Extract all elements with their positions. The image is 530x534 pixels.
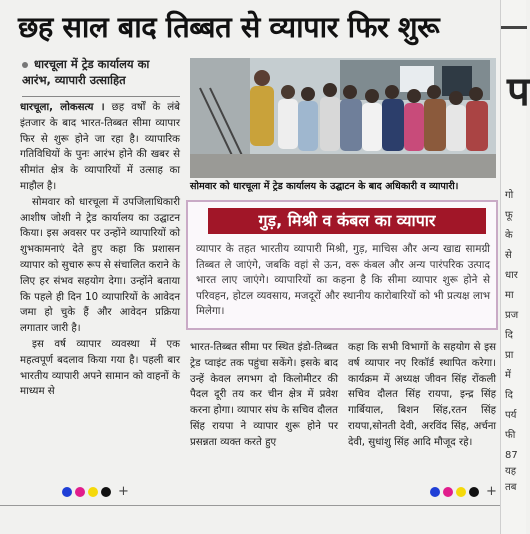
footer-rule [0, 505, 500, 506]
adjacent-line-5: मा [505, 290, 514, 301]
adjacent-article-edge [500, 0, 530, 534]
adjacent-line-11: पर्य [505, 410, 517, 421]
article-headline: छह साल बाद तिब्बत से व्यापार फिर शुरू [18, 10, 440, 44]
adjacent-line-12: फी [505, 430, 516, 441]
plus-icon: + [486, 484, 497, 499]
sidebar-box-title: गुड़, मिश्री व कंबल का व्यापार [208, 208, 486, 234]
adjacent-line-3: से [505, 250, 512, 261]
col1-paragraph-2: सोमवार को धारचूला में उपजिलाधिकारी आशीष जोशी ने ट्रेड कार्यालय का उद्घाटन किया। इस अवसर पर उन्होंने व्यापारियों को शुभकामनाएं देते हुए कहा कि प्रशासन व्यापार को सुचारु रूप से संचालित कराने के लिए हर संभव सहयोग देगा। उन्होंने बताया कि पहले ही दिन 10 व्यापारियों के आवेदन जमा हो चुके हैं और आवेदन प्रक्रिया लगातार जारी है। [20, 196, 180, 335]
adjacent-line-4: धार [505, 270, 518, 281]
sidebar-box [186, 200, 498, 330]
blue-dot [430, 487, 440, 497]
yellow-dot [456, 487, 466, 497]
adjacent-line-10: दि [505, 390, 513, 401]
magenta-dot [443, 487, 453, 497]
adjacent-top-bar [501, 26, 527, 29]
adjacent-line-13: 87 [505, 450, 518, 461]
adjacent-line-14: यह [505, 466, 517, 477]
article-subheadline [22, 56, 180, 88]
adjacent-line-1: फू [505, 210, 513, 221]
col1-paragraph-1: छह वर्षों के लंबे इंतजार के बाद भारत-तिब्बत सीमा व्यापार फिर से शुरू होने जा रहा है। व्यापारिक गतिविधियों के पुनः आरंभ होने की खबर से सीमांत क्षेत्र के व्यापारियों में उत्साह का माहौल है। [20, 102, 180, 192]
adjacent-big-letter: प [507, 69, 530, 115]
adjacent-line-0: गो [505, 190, 514, 201]
plus-icon: + [118, 484, 129, 499]
article-column-1 [20, 100, 180, 400]
adjacent-line-15: तब [505, 482, 517, 493]
subheadline-text: धारचूला में ट्रेड कार्यालय का आरंभ, व्यापारी उत्साहित [22, 57, 150, 87]
adjacent-line-6: प्रज [505, 310, 519, 321]
registration-marks-left [62, 484, 129, 499]
registration-marks-right [430, 484, 497, 499]
adjacent-line-9: में [505, 370, 511, 381]
article-column-3: कहा कि सभी विभागों के सहयोग से इस वर्ष व्यापार नए रिकॉर्ड स्थापित करेगा। कार्यक्रम में अध्यक्ष जीवन सिंह रोंकली सचिव दौलत सिंह रायपा, इन्द्र सिंह गार्बियाल, बिशन सिंह,रतन सिंह रायपा,सोनती देवी, अरविंद सिंह, अर्चना देवी, सुधांशु सिंह आदि मौजूद रहे। [348, 342, 496, 448]
adjacent-line-8: प्रा [505, 350, 514, 361]
col1-paragraph-3: इस वर्ष व्यापार व्यवस्था में एक महत्वपूर्ण बदलाव किया गया है। पहली बार भारतीय व्यापारी अपने सामान को वाहनों के माध्यम से [20, 338, 180, 398]
dateline: धारचूला, लोकसत्य । [20, 102, 105, 113]
sidebar-box-body: व्यापार के तहत भारतीय व्यापारी मिश्री, गुड़, माचिस और अन्य खाद्य सामग्री तिब्बत ले जाएंगे, जबकि वहां से ऊन, वरू कंबल और अन्य पारंपरिक उत्पाद भारत लाए जाएंगे। व्यापारियों का कहना है कि सीमा व्यापार शुरू होने से परिवहन, होटल व्यवसाय, मजदूरों और स्थानीय कारोबारियों को भी प्रत्यक्ष लाभ मिलेगा। [196, 243, 490, 318]
magenta-dot [75, 487, 85, 497]
photo-caption: सोमवार को धारचूला में ट्रेड कार्यालय के उद्घाटन के बाद अधिकारी व व्यापारी। [190, 181, 459, 192]
article-column-2: भारत-तिब्बत सीमा पर स्थित इंडो-तिब्बत ट्रेड प्वाइंट तक पहुंचा सकेंगे। इसके बाद उन्हें केवल लगभग दो किलोमीटर की पैदल दूरी तय कर चीन क्षेत्र में प्रवेश करना होगा। व्यापार संघ के सचिव दौलत सिंह रायपा ने व्यापार शुरू होने पर प्रसन्नता व्यक्त करते हुए [190, 342, 338, 448]
black-dot [101, 487, 111, 497]
black-dot [469, 487, 479, 497]
adjacent-line-2: के [505, 230, 513, 241]
subhead-rule [22, 96, 180, 97]
bullet-icon [22, 62, 28, 68]
adjacent-line-7: दि [505, 330, 513, 341]
yellow-dot [88, 487, 98, 497]
blue-dot [62, 487, 72, 497]
photo-illustration [190, 58, 496, 178]
news-photo [190, 58, 496, 178]
